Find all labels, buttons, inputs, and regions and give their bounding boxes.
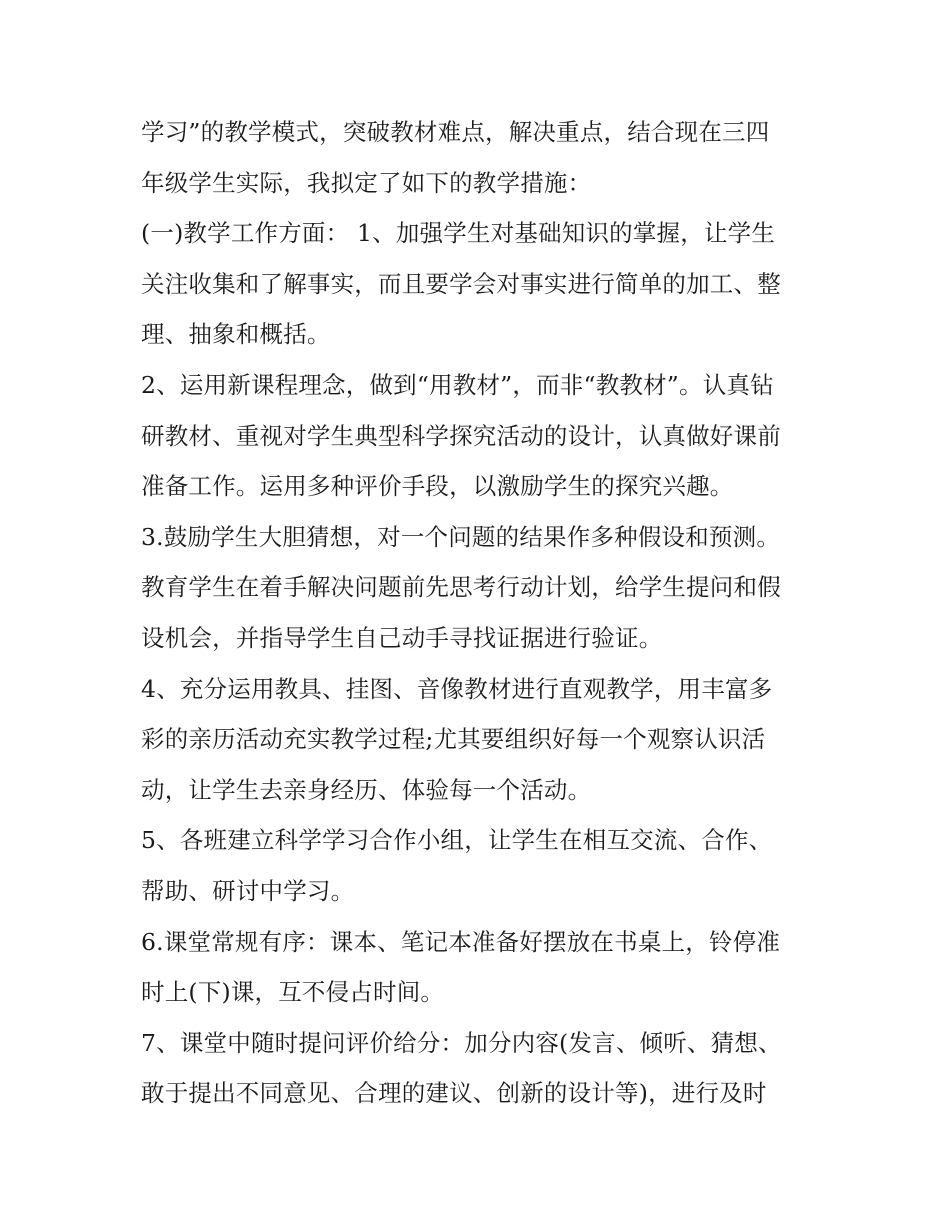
text-line: 关注收集和了解事实，而且要学会对事实进行简单的加工、整 — [141, 269, 781, 298]
text-line: 时上(下)课，互不侵占时间。 — [141, 978, 445, 1007]
text-line: 7、课堂中随时提问评价给分：加分内容(发言、倾听、猜想、 — [141, 1028, 782, 1057]
text-line: 5、各班建立科学学习合作小组，让学生在相互交流、合作、 — [141, 826, 773, 855]
text-line: 年级学生实际，我拟定了如下的教学措施： — [141, 168, 592, 197]
text-line: 准备工作。运用多种评价手段，以激励学生的探究兴趣。 — [141, 472, 734, 501]
text-line: 动，让学生去亲身经历、体验每一个活动。 — [141, 775, 592, 804]
text-line: 教育学生在着手解决问题前先思考行动计划，给学生提问和假 — [141, 573, 781, 602]
text-line: 设机会，并指导学生自己动手寻找证据进行验证。 — [141, 623, 663, 652]
text-line: 彩的亲历活动充实教学过程;尤其要组织好每一个观察认识活 — [141, 725, 766, 754]
text-line: 理、抽象和概括。 — [141, 320, 331, 349]
document-body — [141, 107, 831, 1119]
text-line: 研教材、重视对学生典型科学探究活动的设计，认真做好课前 — [141, 421, 781, 450]
text-line: 学习”的教学模式，突破教材难点，解决重点，结合现在三四 — [141, 118, 770, 146]
text-line: 2、运用新课程理念，做到“用教材”，而非“教教材”。认真钻 — [141, 370, 774, 399]
text-line: (一)教学工作方面： 1、加强学生对基础知识的掌握，让学生 — [141, 219, 776, 248]
text-line: 3.鼓励学生大胆猜想，对一个问题的结果作多种假设和预测。 — [141, 522, 781, 551]
text-line: 敢于提出不同意见、合理的建议、创新的设计等)，进行及时 — [141, 1079, 767, 1108]
text-line: 帮助、研讨中学习。 — [141, 876, 355, 905]
text-line: 6.课堂常规有序：课本、笔记本准备好摆放在书桌上，铃停准 — [141, 927, 781, 956]
text-line: 4、充分运用教具、挂图、音像教材进行直观教学，用丰富多 — [141, 674, 773, 703]
